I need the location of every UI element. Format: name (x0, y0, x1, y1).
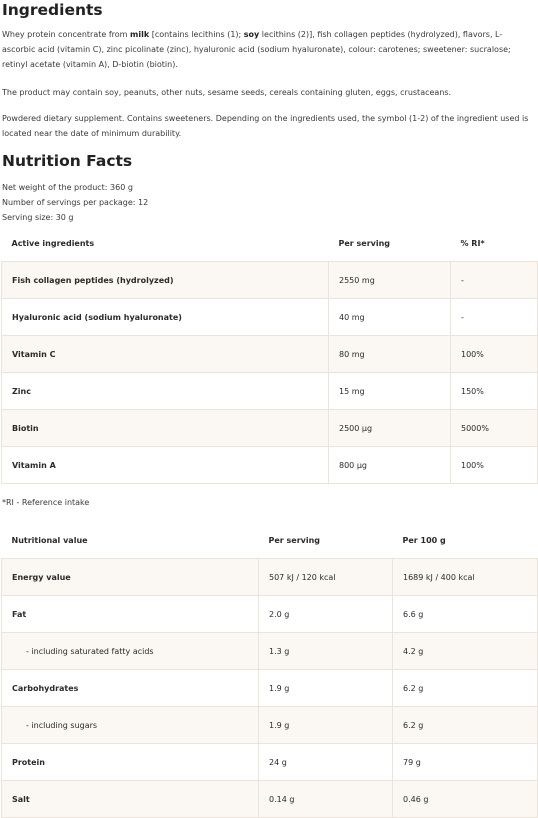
ingredient-name: Vitamin C (2, 336, 329, 373)
column-header: Per 100 g (393, 522, 538, 559)
per-serving-value: 15 mg (329, 373, 451, 410)
table-row (2, 559, 538, 596)
ri-value: 150% (451, 373, 538, 410)
per-serving-value: 2550 mg (329, 262, 451, 299)
supplement-note: Powdered dietary supplement. Contains sweeteners. Depending on the ingredients used, the symbol (1-2) of the ingredient used is located near the date of minimum durability. (2, 114, 529, 138)
column-header: Active ingredients (2, 225, 329, 262)
per-serving-value: 1.9 g (259, 670, 393, 707)
per-serving-value: 2500 µg (329, 410, 451, 447)
ingredients-text-part: lecithins (2)], fish collagen peptides (hydrolyzed), flavors, L-ascorbic acid (vitamin C), zinc picolinate (zinc), hyaluronic acid (sodium hyaluronate), colour: carotenes; sweetener: sucralose; retinyl acetate (vitamin A), D-biotin (biotin). (2, 30, 511, 69)
column-header: Nutritional value (2, 522, 259, 559)
servings-per-package: Number of servings per package: 12 (2, 198, 149, 207)
nutrient-name: Salt (2, 781, 259, 818)
table-header-row (2, 522, 538, 559)
per-serving-value: 1.3 g (259, 633, 393, 670)
per-100g-value: 1689 kJ / 400 kcal (393, 559, 538, 596)
ri-value: 5000% (451, 410, 538, 447)
ingredient-name: Zinc (2, 373, 329, 410)
table-row (2, 596, 538, 633)
ri-value: - (451, 262, 538, 299)
table-row (2, 633, 538, 670)
allergen-milk: milk (130, 30, 150, 39)
ri-value: - (451, 299, 538, 336)
per-serving-value: 2.0 g (259, 596, 393, 633)
table-row (2, 744, 538, 781)
nutrient-name: Fat (2, 596, 259, 633)
table-row (2, 262, 538, 299)
ri-value: 100% (451, 336, 538, 373)
per-serving-value: 40 mg (329, 299, 451, 336)
column-header: Per serving (329, 225, 451, 262)
ingredients-text-part: Whey protein concentrate from (2, 30, 131, 39)
column-header: Per serving (259, 522, 393, 559)
per-100g-value: 0.46 g (393, 781, 538, 818)
ri-footnote: *RI - Reference intake (2, 498, 90, 507)
product-facts (2, 180, 148, 225)
table-row (2, 336, 538, 373)
ingredient-name: Hyaluronic acid (sodium hyaluronate) (2, 299, 329, 336)
nutrient-subitem: - including saturated fatty acids (2, 633, 259, 670)
per-100g-value: 6.2 g (393, 670, 538, 707)
per-serving-value: 24 g (259, 744, 393, 781)
allergen-notice: The product may contain soy, peanuts, other nuts, sesame seeds, cereals containing gluten, eggs, crustaceans. (2, 88, 452, 97)
net-weight: Net weight of the product: 360 g (2, 183, 133, 192)
per-serving-value: 507 kJ / 120 kcal (259, 559, 393, 596)
table-row (2, 410, 538, 447)
nutrient-name: Protein (2, 744, 259, 781)
table-row (2, 707, 538, 744)
ingredient-name: Vitamin A (2, 447, 329, 484)
per-serving-value: 0.14 g (259, 781, 393, 818)
ingredient-name: Fish collagen peptides (hydrolyzed) (2, 262, 329, 299)
nutrient-name: Carbohydrates (2, 670, 259, 707)
ri-value: 100% (451, 447, 538, 484)
nutrient-name: Energy value (2, 559, 259, 596)
per-serving-value: 80 mg (329, 336, 451, 373)
table-row (2, 373, 538, 410)
ingredients-text-part: [contains lecithins (1); (149, 30, 244, 39)
table-row (2, 299, 538, 336)
per-100g-value: 79 g (393, 744, 538, 781)
per-serving-value: 1.9 g (259, 707, 393, 744)
ingredient-name: Biotin (2, 410, 329, 447)
per-100g-value: 4.2 g (393, 633, 538, 670)
column-header: % RI* (451, 225, 538, 262)
nutrition-facts-heading: Nutrition Facts (2, 152, 133, 170)
table-row (2, 447, 538, 484)
table-header-row (2, 225, 538, 262)
per-100g-value: 6.2 g (393, 707, 538, 744)
per-serving-value: 800 µg (329, 447, 451, 484)
ingredients-heading: Ingredients (2, 1, 103, 19)
table-row (2, 670, 538, 707)
nutrient-subitem: - including sugars (2, 707, 259, 744)
serving-size: Serving size: 30 g (2, 213, 74, 222)
ingredients-text (2, 27, 532, 72)
nutritional-value-table (1, 522, 538, 818)
allergen-soy: soy (243, 30, 260, 39)
active-ingredients-table (1, 225, 538, 484)
per-100g-value: 6.6 g (393, 596, 538, 633)
